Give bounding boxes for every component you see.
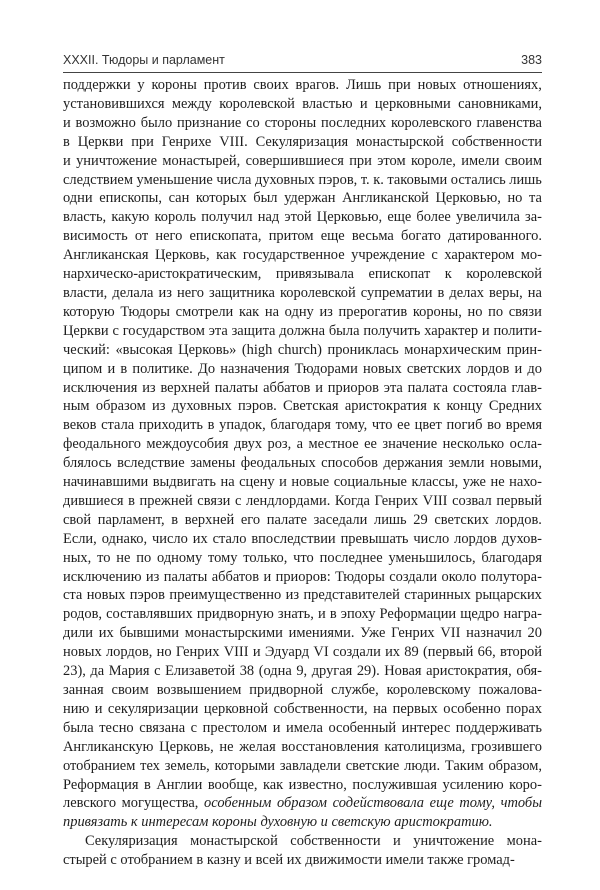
text-line: ным образом из духовных пэров. Светская аристократия к концу Средних [63, 398, 542, 415]
text-line: установившихся между королевской властью и церковными сановниками, [63, 95, 542, 112]
text-line: блялось вследствие замены феодальных способов держания земли новыми, [63, 455, 542, 472]
body-text [63, 76, 542, 870]
text-line: дили их бывшими монастырскими имениями. Уже Генрих VII назначил 20 [63, 625, 542, 642]
text-line: веков стала приходить в упадок, благодаря тому, что ее цвет погиб во время [63, 417, 542, 434]
text-line: феодального междоусобия двух роз, а местное ее значение несколько осла- [63, 436, 542, 453]
text-line: которую Тюдоры смотрели как на одну из прерогатив короны, но по связи [63, 303, 542, 320]
text-line: левского могущества, особенным образом содействовала еще тому, чтобы [63, 795, 542, 812]
text-line: привязать к интересам короны духовную и светскую аристократию. [63, 814, 493, 831]
text-line: власть, какую король получил над этой Церковью, еще более увеличила за- [63, 209, 542, 226]
chapter-title: XXXII. Тюдоры и парламент [63, 53, 225, 67]
text-line: в Церкви при Генрихе VIII. Секуляризация монастырской собственности [63, 133, 542, 150]
header-rule [63, 72, 542, 73]
text-line: нархическо-аристократическим, привязывала епископат к королевской [63, 266, 542, 283]
text-line: Англиканская Церковь, как государственное учреждение с характером мо- [63, 247, 542, 264]
text-line: Секуляризация монастырской собственности и уничтожение мона- [85, 833, 542, 850]
text-line: и возможно было признание со стороны последних королевского главенства [63, 114, 542, 131]
text-line: власти, делала из него защитника королевской супрематии в делах веры, на [63, 284, 542, 301]
text-line: ческий: «высокая Церковь» (high church) прониклась монархическим прин- [63, 341, 542, 358]
text-line: ных, то не по одному тому только, что последнее уменьшилось, благодаря [63, 549, 542, 566]
text-line: поддержки у короны против своих врагов. Лишь при новых отношениях, [63, 77, 542, 93]
text-line: занная своим возвышением придворной службе, королевскому пожалова- [63, 682, 542, 698]
text-line: Если, однако, число их стало впоследствии превышать число лордов духов- [63, 530, 542, 547]
text-line: отобранием тех земель, которыми завладели светские люди. Таким образом, [63, 757, 542, 774]
text-line: исключения из верхней палаты аббатов и приоров эта палата состояла глав- [63, 379, 542, 396]
text-line: Реформация в Англии вообще, как известно, послужившая усилению коро- [63, 776, 542, 793]
text-line: начинавшими выдвигать на сцену и новые социальные классы, уже не нахо- [63, 474, 542, 491]
text-line: свой парламент, в верхней его палате заседали лишь 29 светских лордов. [63, 511, 542, 528]
text-line: стырей с отобранием в казну и всей их движимости имели также громад- [63, 852, 515, 869]
text-line: следствием уменьшение числа духовных пэров, т. к. таковыми остались лишь [63, 171, 542, 188]
text-line: Англиканскую Церковь, не желая восстановления католицизма, грозившего [63, 738, 542, 755]
text-line: новых лордов, но Генрих VIII и Эдуард VI создали их 89 (первый 66, второй [63, 644, 542, 661]
text-line: ста новых пэров преимущественно из представителей старинных рыцарских [63, 587, 542, 604]
text-line: 23), да Мария с Елизаветой 38 (одна 9, другая 29). Новая аристократия, обя- [63, 663, 542, 680]
text-line: исключению из палаты аббатов и приоров: Тюдоры создали около полутора- [63, 568, 542, 585]
text-line: висимость от него епископата, притом еще весьма богато датированного. [63, 228, 542, 245]
text-line: одни епископы, сан которых был удержан Англиканской Церковью, но та [63, 190, 542, 207]
running-head [63, 53, 542, 67]
page-number: 383 [521, 53, 542, 67]
text-line: Церкви с государством эта защита должна была получить характер и полити- [63, 322, 542, 339]
text-line: ципом и в политике. До назначения Тюдорами новых светских лордов и до [63, 360, 542, 377]
text-line: родов, составлявших придворную знать, и в эпоху Реформации щедро награ- [63, 606, 542, 623]
text-line: была тесно связана с престолом и имела особенный интерес поддерживать [63, 719, 542, 736]
text-line: нию и секуляризации церковной собственности, на первых особенно порах [63, 700, 542, 717]
text-line: дившиеся в прежней связи с лендлордами. Когда Генрих VIII созвал первый [63, 492, 542, 509]
text-line: и уничтожение монастырей, совершившиеся при этом короле, имели своим [63, 152, 542, 169]
